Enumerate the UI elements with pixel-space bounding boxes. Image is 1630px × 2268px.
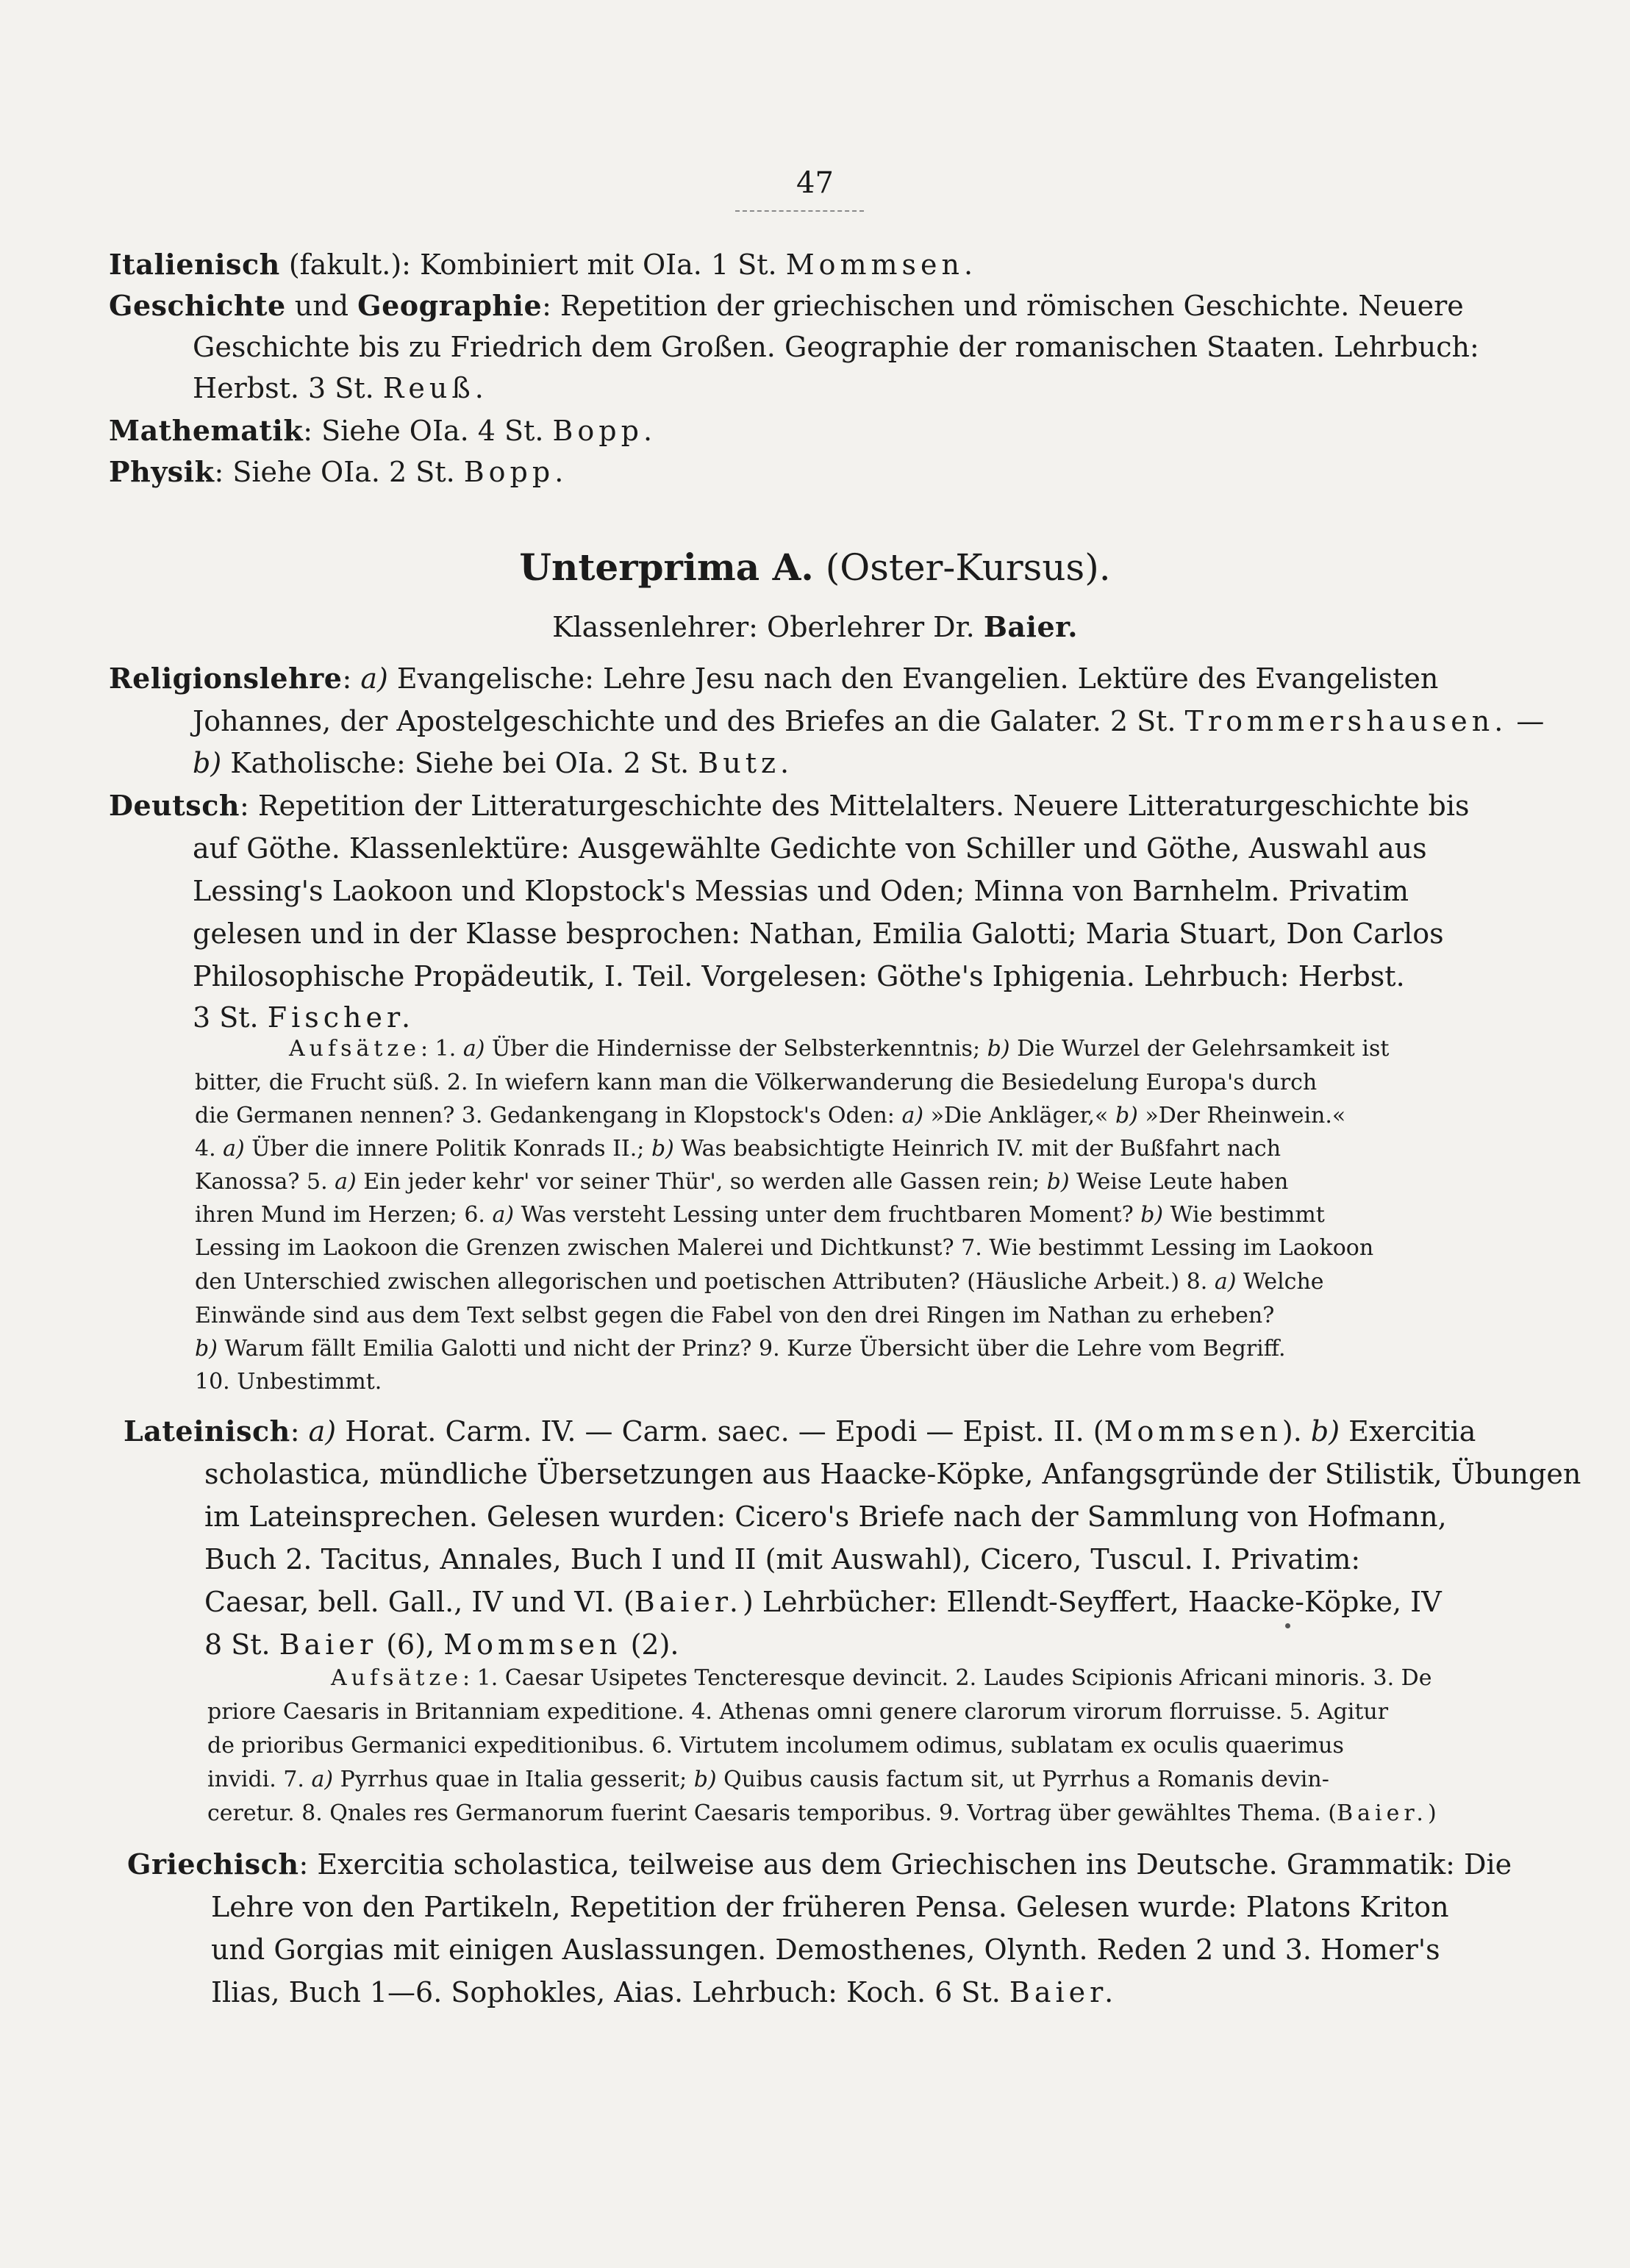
teacher-name: Butz. (698, 747, 794, 779)
deutsch-aufsaetze-line-8 (195, 1267, 1324, 1297)
print-speck (1285, 1623, 1290, 1628)
enum-marker: b) (1046, 1169, 1070, 1195)
teacher-name: Trommershausen. (1184, 705, 1508, 737)
deutsch-aufsaetze-line-6 (195, 1201, 1325, 1230)
page-number: 47 (796, 166, 834, 200)
deutsch-aufsaetze-line-10 (195, 1334, 1286, 1364)
aufsaetze-text: Weise Leute haben (1069, 1169, 1289, 1195)
latein-line-2: scholastica, mündliche Übersetzungen aus Haacke-Köpke, Anfangsgründe der Stilistik, Übungen (204, 1458, 1581, 1490)
page-number-rule (735, 210, 864, 212)
teacher-name: Baier (279, 1628, 378, 1661)
aufsaetze-text: 4. (195, 1136, 224, 1162)
mathematik-line (109, 412, 657, 449)
connector-text: und (285, 290, 358, 322)
griechisch-line-1 (127, 1846, 1512, 1883)
deutsch-line-2: auf Göthe. Klassenlektüre: Ausgewählte Gedichte von Schiller und Göthe, Auswahl aus (193, 832, 1427, 865)
aufsaetze-text: Ein jeder kehr' vor seiner Thür', so werden alle Gassen rein; (356, 1169, 1047, 1195)
aufsaetze-text: Was beabsichtigte Heinrich IV. mit der Bußfahrt nach (673, 1136, 1282, 1162)
latein-line-1 (124, 1413, 1476, 1450)
deutsch-line-3: Lessing's Laokoon und Klopstock's Messias und Oden; Minna von Barnhelm. Privatim (193, 875, 1409, 907)
deutsch-line-5: Philosophische Propädeutik, I. Teil. Vorgelesen: Göthe's Iphigenia. Lehrbuch: Herbst. (193, 960, 1405, 992)
section-title-suffix: (Oster-Kursus). (813, 546, 1111, 589)
latein-text: ) Lehrbücher: Ellendt-Seyffert, Haacke-Köpke, IV (742, 1586, 1442, 1618)
latein-text: Exercitia (1340, 1415, 1476, 1448)
latein-aufsaetze-line-1 (331, 1664, 1432, 1693)
enum-marker: a) (308, 1415, 337, 1448)
enum-marker: a) (901, 1103, 924, 1128)
teacher-name: Baier. (1009, 1976, 1118, 2008)
aufsaetze-label: Aufsätze (289, 1036, 421, 1062)
physik-line (109, 454, 568, 490)
latein-text: (2). (621, 1628, 679, 1661)
aufsaetze-text: Über die Hindernisse der Selbsterkenntnis; (485, 1036, 987, 1062)
latein-text: : (290, 1415, 309, 1448)
deutsch-line-4: gelesen und in der Klasse besprochen: Nathan, Emilia Galotti; Maria Stuart, Don Carlos (193, 917, 1444, 950)
religion-line-2 (193, 703, 1544, 740)
teacher-name: Mommsen. (785, 248, 978, 281)
teacher-name: Baier. (1337, 1800, 1428, 1826)
deutsch-aufsaetze-line-11: 10. Unbestimmt. (195, 1369, 382, 1395)
subject-mathematik: Mathematik (109, 414, 304, 447)
aufsaetze-text: invidi. 7. (207, 1767, 312, 1792)
aufsaetze-text: »Die Ankläger,« (923, 1103, 1115, 1128)
subject-religionslehre: Religionslehre (109, 662, 343, 695)
enum-marker: a) (492, 1202, 515, 1228)
latein-line-6 (204, 1626, 679, 1663)
physik-text: : Siehe OIa. 2 St. (214, 456, 464, 488)
aufsaetze-text: Pyrrhus quae in Italia gesserit; (333, 1767, 694, 1792)
griechisch-line-3: und Gorgias mit einigen Auslassungen. Demosthenes, Olynth. Reden 2 und 3. Homer's (211, 1933, 1440, 1966)
latein-aufsaetze-line-3: de prioribus Germanici expeditionibus. 6. Virtutem incolumem odimus, sublatam ex oculis quaerimus (207, 1733, 1344, 1759)
deutsch-aufsaetze-line-2: bitter, die Frucht süß. 2. In wiefern kann man die Völkerwanderung die Besiedelung Europa's durch (195, 1070, 1318, 1095)
religion-text: : (342, 662, 361, 695)
enum-marker: b) (193, 747, 222, 779)
griechisch-line-2: Lehre von den Partikeln, Repetition der früheren Pensa. Gelesen wurde: Platons Kriton (211, 1891, 1449, 1923)
deutsch-line-6 (193, 999, 415, 1036)
latein-line-3: im Lateinsprechen. Gelesen wurden: Cicero's Briefe nach der Sammlung von Hofmann, (204, 1500, 1447, 1533)
deutsch-aufsaetze-line-4 (195, 1134, 1281, 1164)
religion-text: Johannes, der Apostelgeschichte und des Briefes an die Galater. 2 St. (193, 705, 1185, 737)
enum-marker: a) (1214, 1269, 1237, 1295)
latein-aufsaetze-line-5 (207, 1799, 1437, 1828)
deutsch-line-1 (109, 787, 1470, 824)
aufsaetze-text: ) (1427, 1800, 1437, 1826)
geschichte-text-3: Herbst. 3 St. (193, 372, 383, 404)
aufsaetze-text: ihren Mund im Herzen; 6. (195, 1202, 493, 1228)
latein-text: ). (1282, 1415, 1311, 1448)
aufsaetze-label: Aufsätze (331, 1665, 462, 1691)
class-teacher-label: Klassenlehrer: Oberlehrer Dr. (552, 611, 984, 643)
enum-marker: b) (987, 1036, 1010, 1062)
geschichte-line-1 (109, 287, 1464, 324)
enum-marker: b) (693, 1767, 717, 1792)
geschichte-line-2: Geschichte bis zu Friedrich dem Großen. Geographie der romanischen Staaten. Lehrbuch: (193, 331, 1479, 363)
latein-text: Horat. Carm. IV. — Carm. saec. — Epodi — Epist. II. ( (336, 1415, 1104, 1448)
aufsaetze-text: Quibus causis factum sit, ut Pyrrhus a Romanis devin- (716, 1767, 1329, 1792)
aufsaetze-text: die Germanen nennen? 3. Gedankengang in Klopstock's Oden: (195, 1103, 902, 1128)
teacher-name: Mommsen (443, 1628, 622, 1661)
subject-geographie: Geographie (357, 289, 543, 322)
religion-line-1 (109, 660, 1438, 697)
mathematik-text: : Siehe OIa. 4 St. (303, 415, 553, 447)
deutsch-text: 3 St. (193, 1001, 268, 1034)
latein-text: Caesar, bell. Gall., IV und VI. ( (204, 1586, 635, 1618)
enum-marker: b) (1140, 1202, 1164, 1228)
aufsaetze-text: Die Wurzel der Gelehrsamkeit ist (1009, 1036, 1390, 1062)
religion-line-3 (193, 745, 793, 781)
griechisch-text: : Exercitia scholastica, teilweise aus dem Griechischen ins Deutsche. Grammatik: Die (299, 1848, 1512, 1881)
deutsch-aufsaetze-line-1 (289, 1034, 1389, 1064)
subject-lateinisch: Lateinisch (124, 1414, 290, 1448)
aufsaetze-text: Kanossa? 5. (195, 1169, 335, 1195)
subject-deutsch: Deutsch (109, 789, 240, 822)
teacher-name: Fischer. (267, 1001, 415, 1034)
religion-text: — (1507, 705, 1545, 737)
enum-marker: b) (1310, 1415, 1340, 1448)
italienisch-text: (fakult.): Kombiniert mit OIa. 1 St. (279, 248, 786, 281)
deutsch-aufsaetze-line-9: Einwände sind aus dem Text selbst gegen die Fabel von den drei Ringen im Nathan zu erheben? (195, 1303, 1275, 1328)
aufsaetze-text: : 1. Caesar Usipetes Tencteresque devincit. 2. Laudes Scipionis Africani minoris. 3. De (462, 1665, 1432, 1691)
aufsaetze-text: Über die innere Politik Konrads II.; (244, 1136, 651, 1162)
aufsaetze-text: : 1. (421, 1036, 463, 1062)
subject-physik: Physik (109, 455, 215, 488)
griechisch-line-4 (211, 1974, 1118, 2011)
section-heading (0, 545, 1630, 589)
latein-text: 8 St. (204, 1628, 279, 1661)
teacher-name: Mommsen (1104, 1415, 1282, 1448)
aufsaetze-text: ceretur. 8. Qnales res Germanorum fuerint Caesaris temporibus. 9. Vortrag über gewähltes Thema. ( (207, 1800, 1337, 1826)
section-subheading (0, 610, 1630, 643)
enum-marker: a) (335, 1169, 357, 1195)
enum-marker: a) (311, 1767, 334, 1792)
subject-geschichte: Geschichte (109, 289, 286, 322)
aufsaetze-text: den Unterschied zwischen allegorischen und poetischen Attributen? (Häusliche Arbeit.) 8. (195, 1269, 1215, 1295)
enum-marker: a) (462, 1036, 485, 1062)
latein-line-5 (204, 1584, 1442, 1620)
deutsch-aufsaetze-line-3 (195, 1101, 1345, 1131)
religion-text: Katholische: Siehe bei OIa. 2 St. (221, 747, 698, 779)
aufsaetze-text: »Der Rheinwein.« (1137, 1103, 1346, 1128)
enum-marker: b) (195, 1336, 218, 1362)
enum-marker: a) (360, 662, 388, 695)
geschichte-text-1: : Repetition der griechischen und römischen Geschichte. Neuere (542, 290, 1464, 322)
geschichte-line-3 (193, 370, 488, 407)
deutsch-text: : Repetition der Litteraturgeschichte des Mittelalters. Neuere Litteraturgeschichte bis (239, 790, 1470, 822)
religion-text: Evangelische: Lehre Jesu nach den Evangelien. Lektüre des Evangelisten (387, 662, 1439, 695)
teacher-name: Reuß. (382, 372, 488, 404)
aufsaetze-text: Welche (1236, 1269, 1324, 1295)
teacher-name: Baier. (634, 1586, 743, 1618)
latein-text: (6), (377, 1628, 444, 1661)
class-teacher-name: Baier. (983, 610, 1078, 643)
teacher-name: Bopp. (463, 456, 568, 488)
aufsaetze-text: Wie bestimmt (1163, 1202, 1325, 1228)
subject-italienisch: Italienisch (109, 248, 280, 281)
aufsaetze-text: Warum fällt Emilia Galotti und nicht der Prinz? 9. Kurze Übersicht über die Lehre vom Begriff. (217, 1336, 1286, 1362)
latein-aufsaetze-line-4 (207, 1765, 1329, 1795)
deutsch-aufsaetze-line-5 (195, 1167, 1288, 1197)
italienisch-line (109, 246, 977, 283)
griechisch-text: Ilias, Buch 1—6. Sophokles, Aias. Lehrbuch: Koch. 6 St. (211, 1976, 1009, 2008)
aufsaetze-text: Was versteht Lessing unter dem fruchtbaren Moment? (514, 1202, 1141, 1228)
section-title: Unterprima A. (519, 545, 814, 589)
subject-griechisch: Griechisch (127, 1847, 299, 1881)
enum-marker: b) (651, 1136, 674, 1162)
latein-aufsaetze-line-2: priore Caesaris in Britanniam expeditione. 4. Athenas omni genere clarorum virorum florruisse. 5. Agitur (207, 1699, 1389, 1725)
enum-marker: b) (1115, 1103, 1138, 1128)
latein-line-4: Buch 2. Tacitus, Annales, Buch I und II (mit Auswahl), Cicero, Tuscul. I. Privatim: (204, 1543, 1361, 1575)
teacher-name: Bopp. (552, 415, 657, 447)
deutsch-aufsaetze-line-7: Lessing im Laokoon die Grenzen zwischen Malerei und Dichtkunst? 7. Wie bestimmt Lessing im Laokoon (195, 1235, 1374, 1261)
enum-marker: a) (223, 1136, 245, 1162)
